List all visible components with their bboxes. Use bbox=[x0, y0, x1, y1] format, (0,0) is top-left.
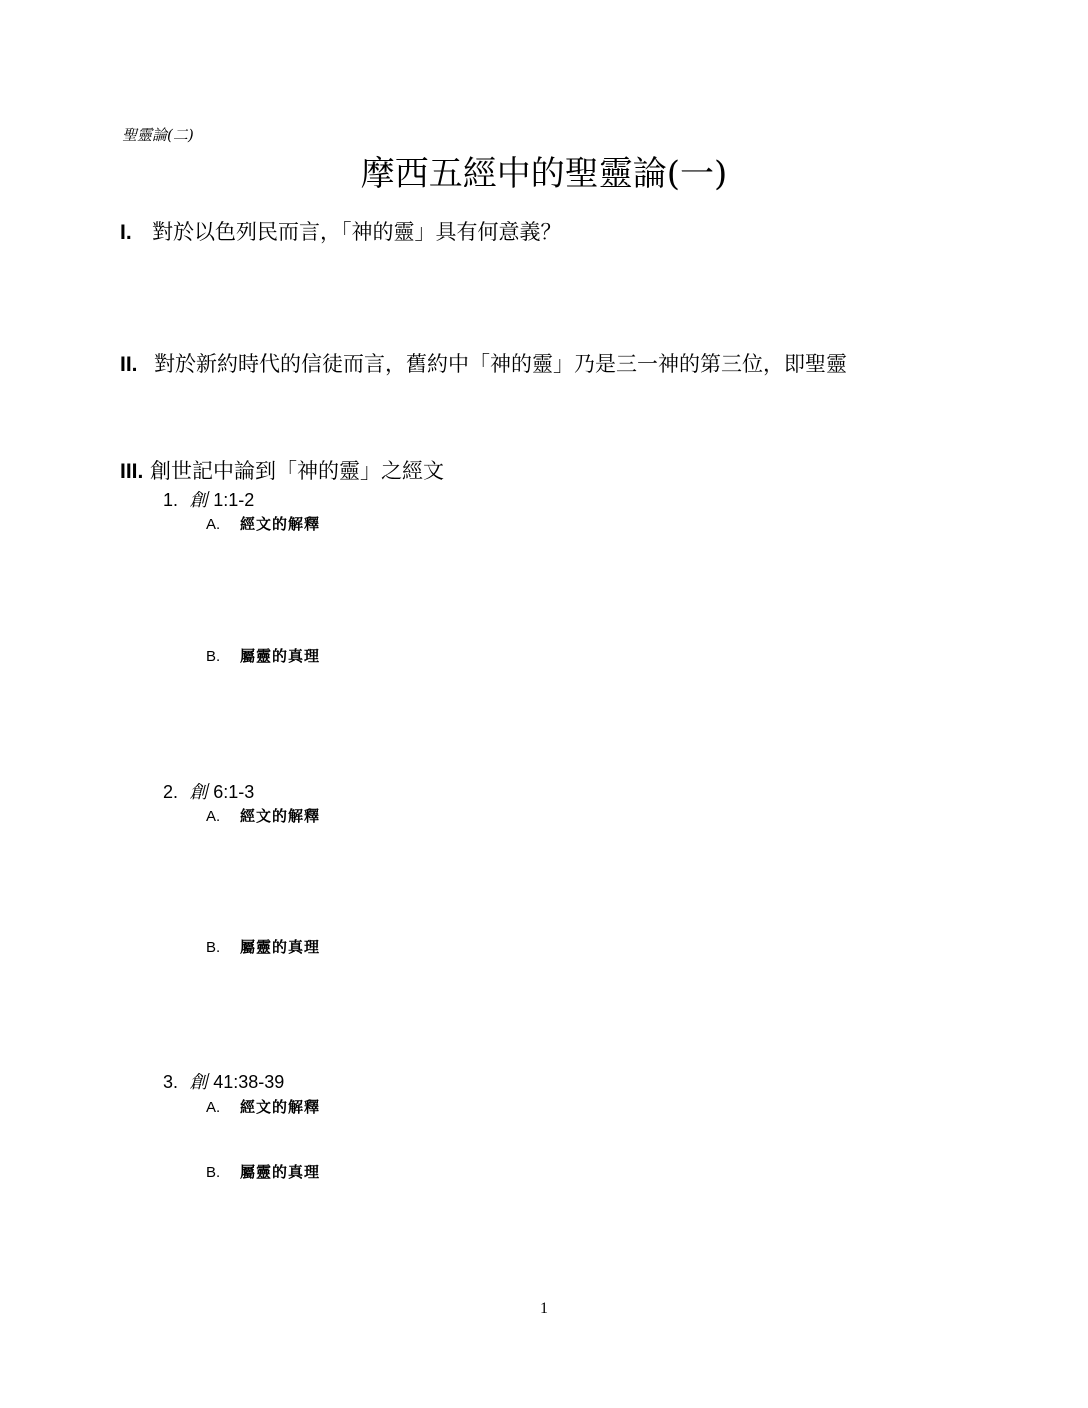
item-text: 屬靈的真理 bbox=[240, 1163, 321, 1181]
section-2 bbox=[120, 348, 847, 378]
passage-2-item-a bbox=[206, 805, 320, 826]
passage-2-number: 2. bbox=[163, 782, 179, 802]
passage-1-book: 創 bbox=[189, 490, 208, 511]
section-2-number: II. bbox=[120, 353, 138, 376]
item-letter: A. bbox=[206, 516, 221, 533]
section-2-text: 對於新約時代的信徒而言，舊約中「神的靈」乃是三一神的第三位，即聖靈 bbox=[154, 352, 847, 376]
section-1-number: I. bbox=[120, 221, 132, 244]
passage-2-book: 創 bbox=[189, 782, 208, 803]
item-text: 經文的解釋 bbox=[240, 515, 321, 533]
page-number: 1 bbox=[540, 1300, 548, 1317]
item-letter: B. bbox=[206, 939, 221, 956]
passage-1 bbox=[163, 486, 254, 512]
passage-2 bbox=[163, 778, 254, 804]
page-title: 摩西五經中的聖靈論(一) bbox=[360, 154, 728, 194]
section-3-number: III. bbox=[120, 460, 144, 483]
passage-1-ref: 1:1-2 bbox=[213, 490, 255, 510]
passage-2-item-b bbox=[206, 936, 320, 957]
item-text: 屬靈的真理 bbox=[240, 647, 321, 665]
passage-1-item-b bbox=[206, 645, 320, 666]
item-letter: A. bbox=[206, 808, 221, 825]
running-header: 聖靈論(二) bbox=[122, 126, 194, 144]
item-text: 經文的解釋 bbox=[240, 807, 321, 825]
section-3-text: 創世記中論到「神的靈」之經文 bbox=[150, 459, 444, 483]
passage-2-ref: 6:1-3 bbox=[213, 782, 255, 802]
item-letter: A. bbox=[206, 1099, 221, 1116]
passage-1-number: 1. bbox=[163, 490, 179, 510]
item-text: 經文的解釋 bbox=[240, 1098, 321, 1116]
passage-3-ref: 41:38-39 bbox=[213, 1072, 285, 1092]
section-1 bbox=[120, 216, 562, 246]
passage-3 bbox=[163, 1068, 284, 1094]
passage-3-book: 創 bbox=[189, 1072, 208, 1093]
passage-3-item-b bbox=[206, 1161, 320, 1182]
passage-1-item-a bbox=[206, 513, 320, 534]
passage-3-item-a bbox=[206, 1096, 320, 1117]
passage-3-number: 3. bbox=[163, 1072, 179, 1092]
section-1-text: 對於以色列民而言，「神的靈」具有何意義？ bbox=[152, 220, 562, 244]
item-text: 屬靈的真理 bbox=[240, 938, 321, 956]
item-letter: B. bbox=[206, 1164, 221, 1181]
section-3 bbox=[120, 455, 444, 485]
item-letter: B. bbox=[206, 648, 221, 665]
